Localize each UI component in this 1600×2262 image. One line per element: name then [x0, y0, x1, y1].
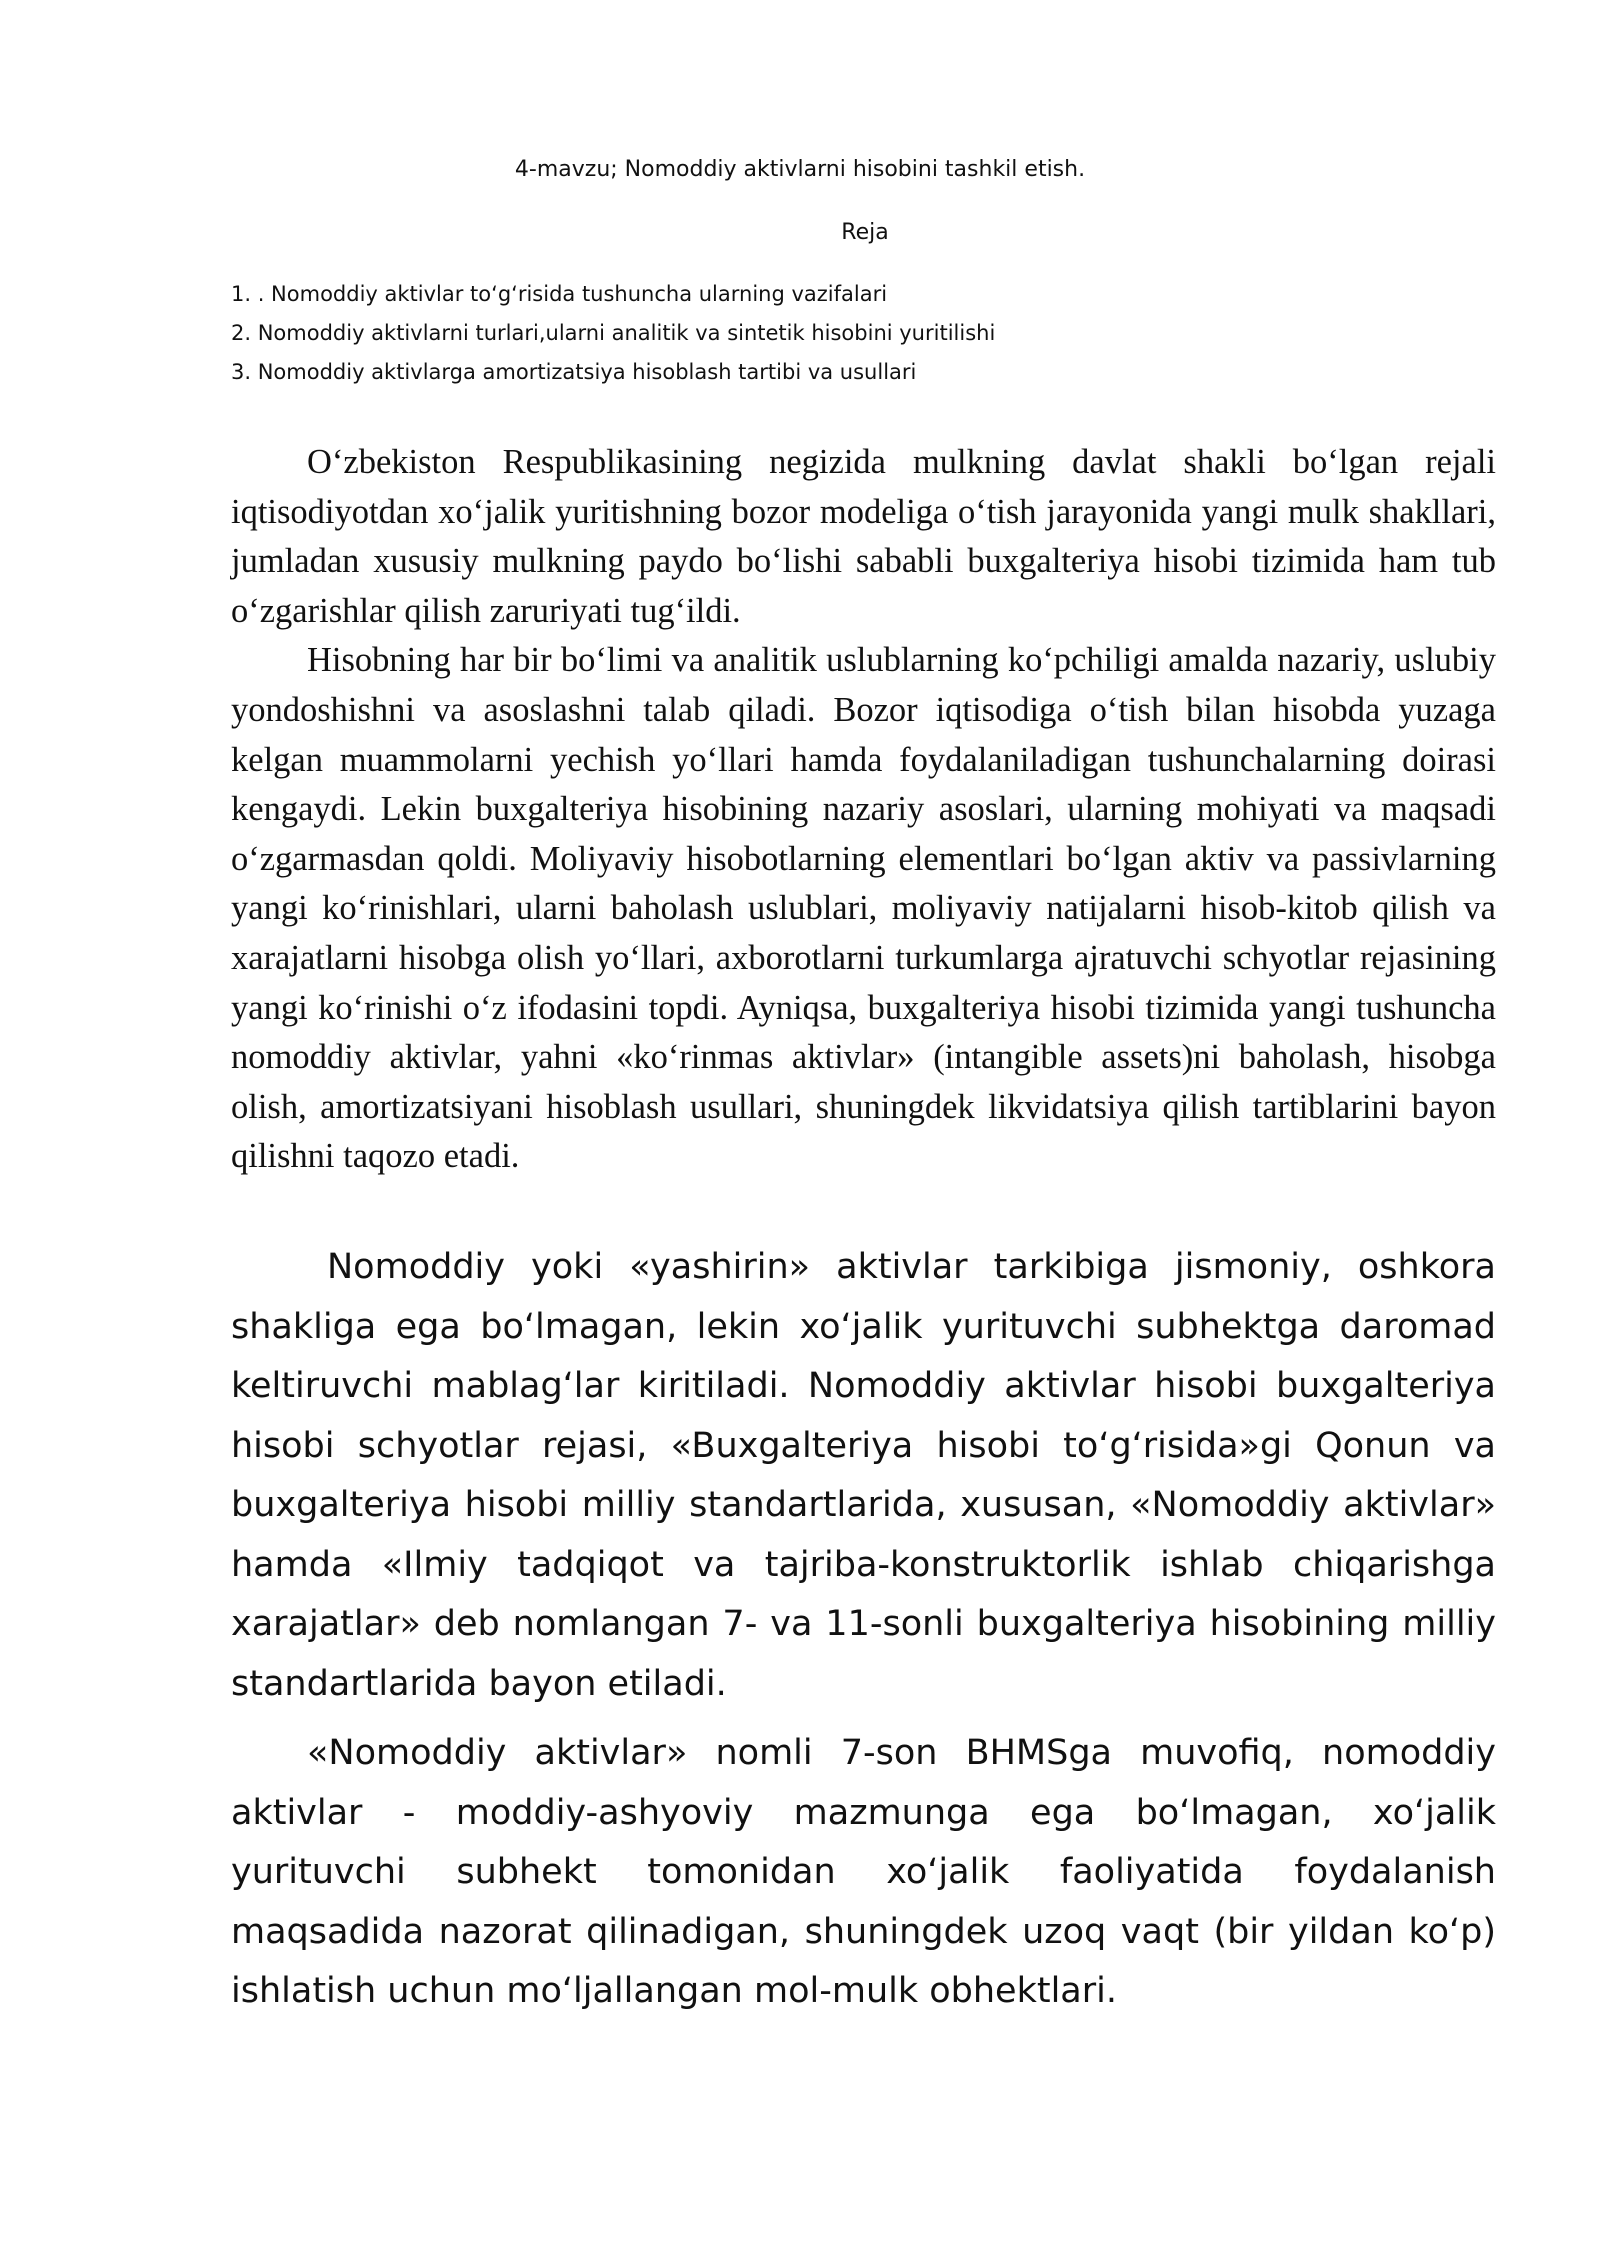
body-paragraph: Nomoddiy yoki «yashirin» aktivlar tarkibiga jismoniy, oshkora shakliga ega bo‘lmagan, lekin xo‘jalik yurituvchi subhektga daromad keltiruvchi mablag‘lar kiritiladi. Nomoddiy aktivlar hisobi buxgalteriya hisobi schyotlar rejasi, «Buxgalteriya hisobi to‘g‘risida»gi Qonun va buxgalteriya hisobi milliy standartlarida, xususan, «Nomoddiy aktivlar» hamda «Ilmiy tadqiqot va tajriba-konstruktorlik ishlab chiqarishga xarajatlar» deb nomlangan 7- va 11-sonli buxgalteriya hisobining milliy standartlarida bayon etiladi.: [231, 1247, 1496, 1704]
plan-item: 2. Nomoddiy aktivlarni turlari,ularni analitik va sintetik hisobini yuritilishi: [231, 321, 996, 345]
body-text-serif: [231, 438, 1496, 1182]
plan-heading: Reja: [841, 220, 889, 245]
body-paragraph: O‘zbekiston Respublikasining negizida mulkning davlat shakli bo‘lgan rejali iqtisodiyotdan xo‘jalik yuritishning bozor modeliga o‘tish jarayonida yangi mulk shakllari, jumladan xususiy mulkning paydo bo‘lishi sababli buxgalteriya hisobi tizimida ham tub o‘zgarishlar qilish zaruriyati tug‘ildi.: [231, 443, 1496, 630]
body-paragraph: Hisobning har bir bo‘limi va analitik uslublarning ko‘pchiligi amalda nazariy, uslubiy yondoshishni va asoslashni talab qiladi. Bozor iqtisodiga o‘tish bilan hisobda yuzaga kelgan muammolarni yechish yo‘llari hamda foydalaniladigan tushunchalarning doirasi kengaydi. Lekin buxgalteriya hisobining nazariy asoslari, ularning mohiyati va maqsadi o‘zgarmasdan qoldi. Moliyaviy hisobotlarning elementlari bo‘lgan aktiv va passivlarning yangi ko‘rinishlari, ularni baholash uslublari, moliyaviy natijalarni hisob-kitob qilish va xarajatlarni hisobga olish yo‘llari, axborotlarni turkumlarga ajratuvchi schyotlar rejasining yangi ko‘rinishi o‘z ifodasini topdi. Ayniqsa, buxgalteriya hisobi tizimida yangi tushuncha nomoddiy aktivlar, yahni «ko‘rinmas aktivlar» (intangible assets)ni baholash, hisobga olish, amortizatsiyani hisoblash usullari, shuningdek likvidatsiya qilish tartiblarini bayon qilishni taqozo etadi.: [231, 641, 1496, 1176]
body-paragraph: «Nomoddiy aktivlar» nomli 7-son BHMSga muvofiq, nomoddiy aktivlar - moddiy-ashyoviy mazmunga ega bo‘lmagan, xo‘jalik yurituvchi subhekt tomonidan xo‘jalik faoliyatida foydalanish maqsadida nazorat qilinadigan, shuningdek uzoq vaqt (bir yildan ko‘p) ishlatish uchun mo‘ljallangan mol-mulk obhektlari.: [231, 1733, 1496, 2011]
plan-item: 1. . Nomoddiy aktivlar to‘g‘risida tushuncha ularning vazifalari: [231, 282, 888, 306]
plan-item: 3. Nomoddiy aktivlarga amortizatsiya hisoblash tartibi va usullari: [231, 360, 917, 384]
body-text-sans: [231, 1238, 1496, 2022]
plan-list: [231, 275, 995, 392]
document-title: 4-mavzu; Nomoddiy aktivlarni hisobini tashkil etish.: [514, 157, 1086, 182]
